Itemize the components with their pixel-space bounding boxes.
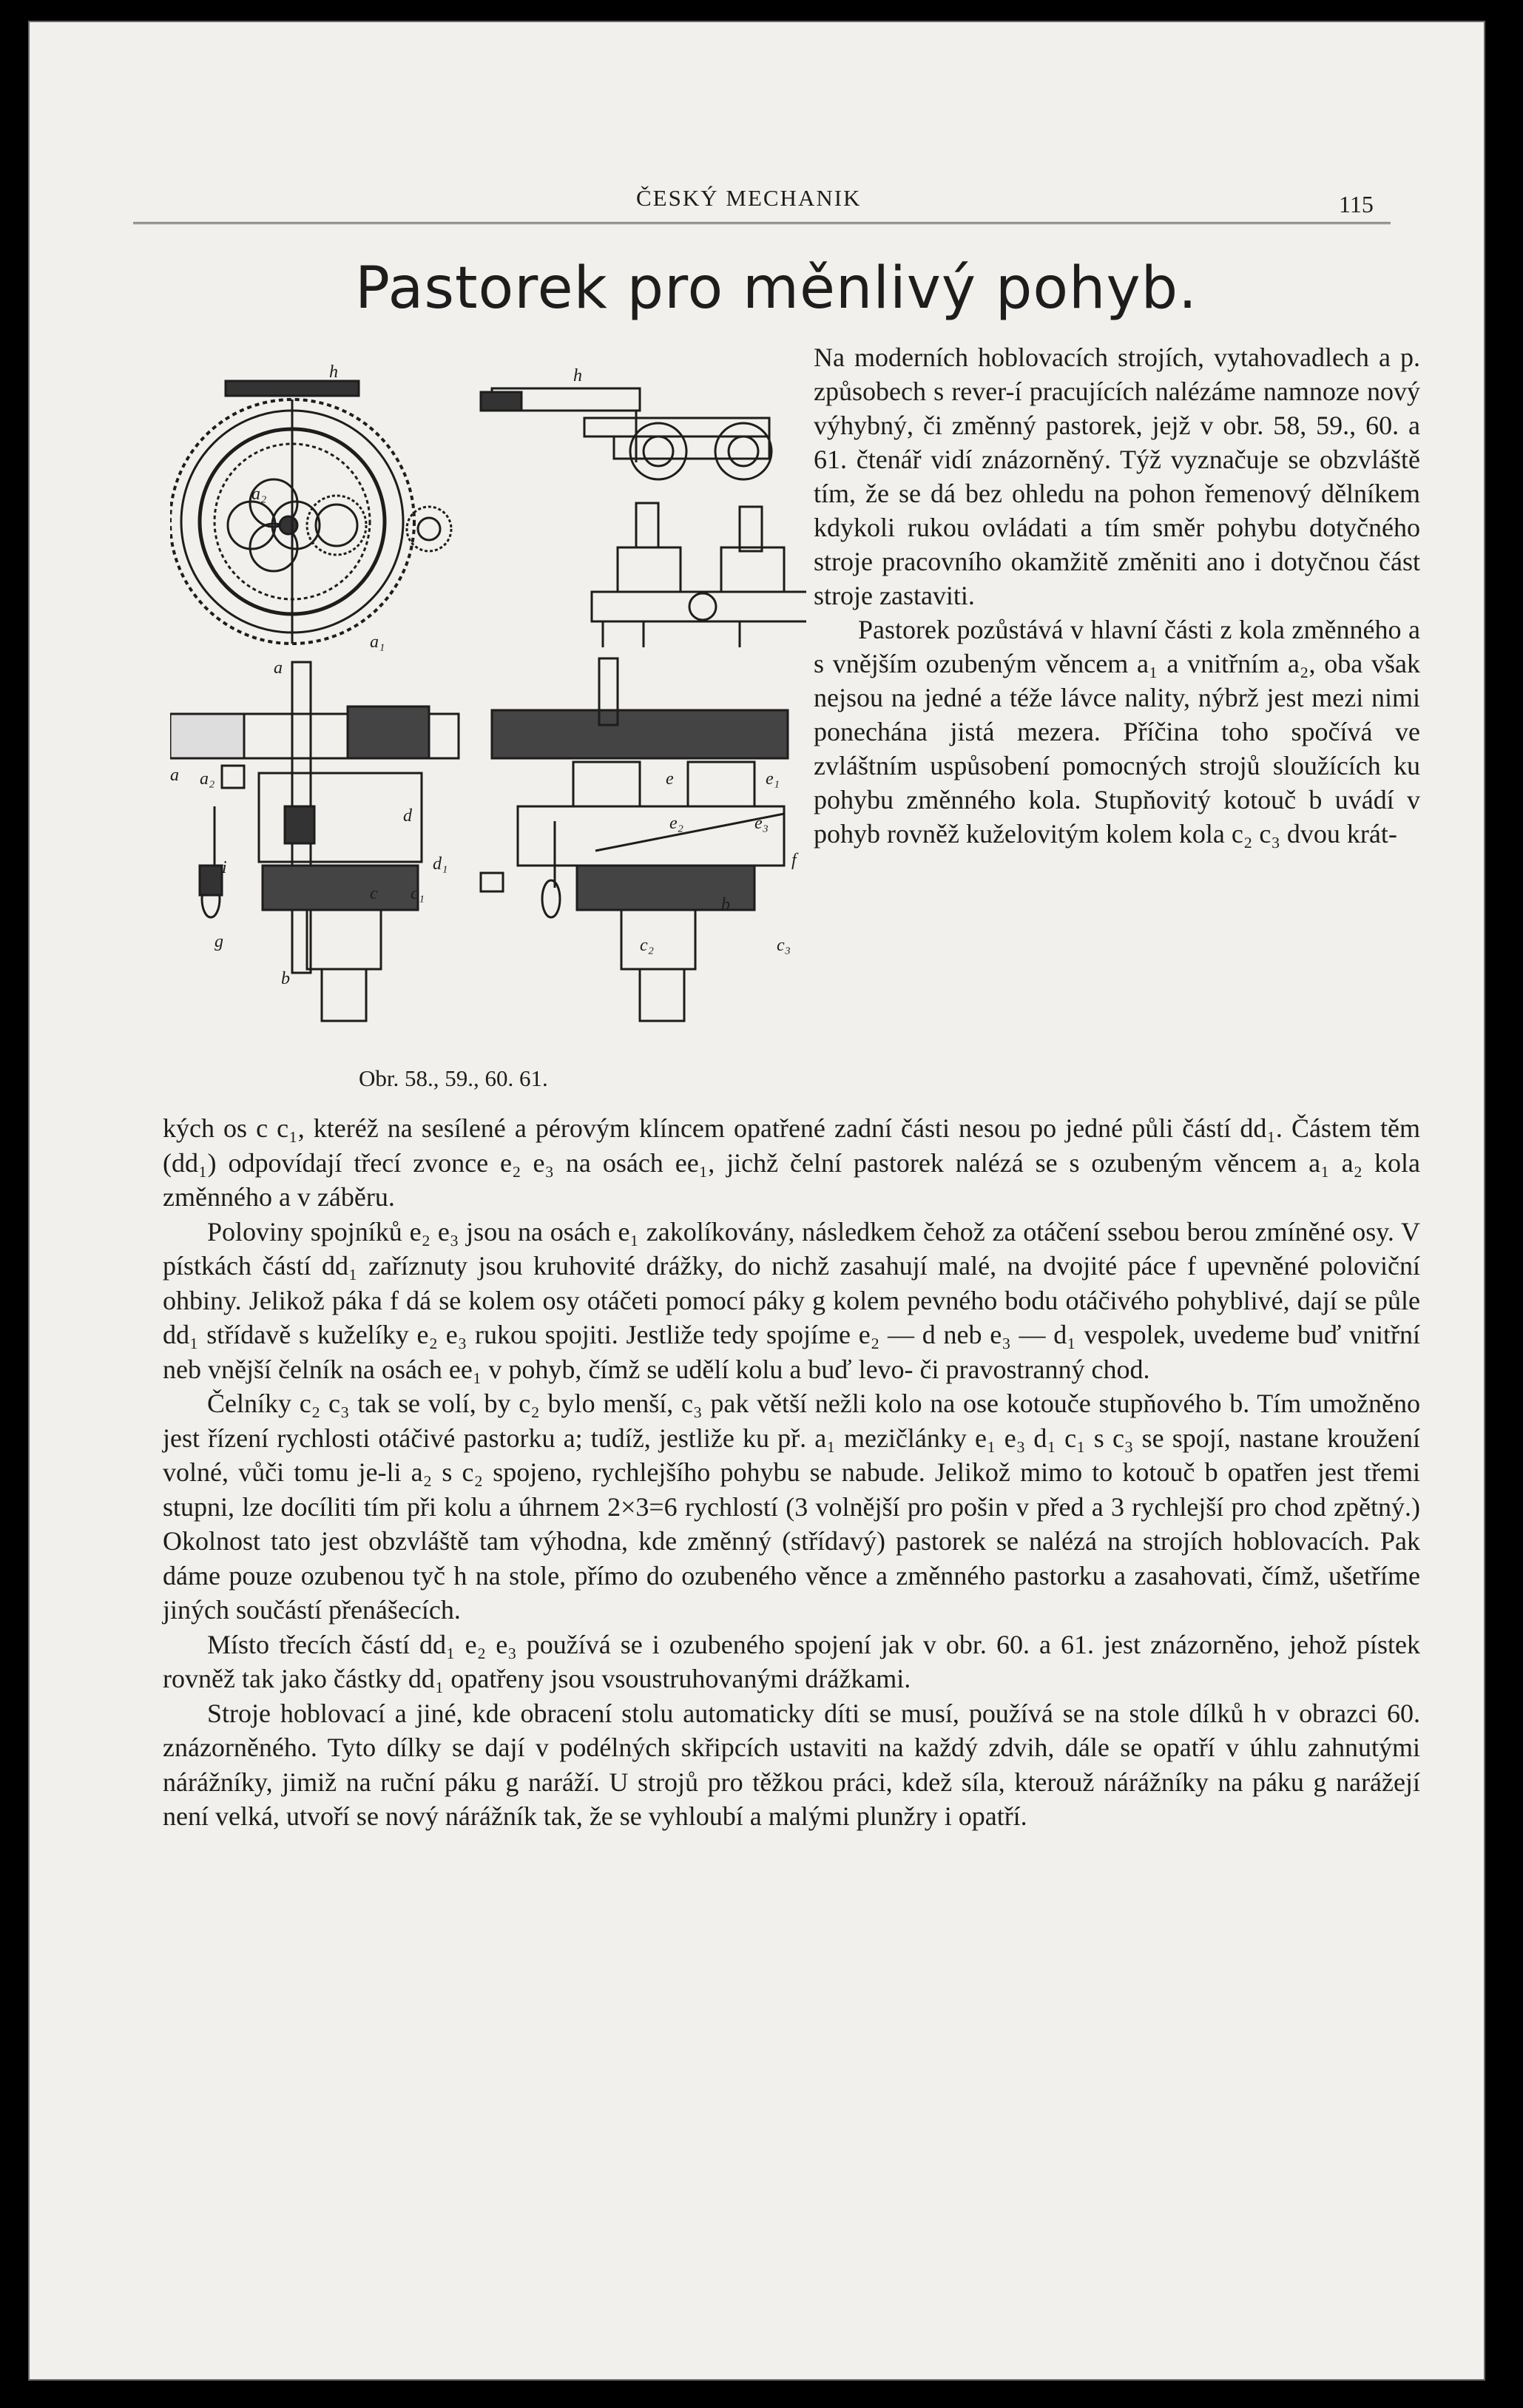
paragraph: Pastorek pozůstává v hlavní části z kola změnného a s vnějším ozubeným věncem a₁ a vnitřním a₂, oba však nejsou na jedné a téže lávce nality, nýbrž jest mezi nimi ponechána jistá mezera. Příčina toho spočívá ve zvláštním uspůsobení pomocných strojů sloužících ku pohybu změnného kola. Stupňovitý kotouč b uvádí v pohyb rovněž kuželovitým kolem kola c₂ c₃ dvou krát- xyxy=(814,615,1420,849)
column-text xyxy=(814,340,1420,851)
paragraph: Stroje hoblovací a jiné, kde obracení stolu automaticky díti se musí, používá se na stole dílků h v obrazci 60. znázorněného. Tyto dílky se dají v podélných skřipcích ustaviti na každý zdvih, dále se opatří v úhlu zahnutými nárážníky, jimiž na ruční páku g naráží. U strojů pro těžkou práci, kdež síla, kterouž nárážníky na páku g narážejí není velká, utvoří se nový nárážník tak, že se vyhloubí a malými plunžry i opatří. xyxy=(163,1698,1420,1831)
fig-label-h: h xyxy=(573,366,582,385)
fig-label-e: e xyxy=(666,769,674,789)
fig61-transmission xyxy=(481,658,788,1021)
fig-label-e3: e₃ xyxy=(754,814,769,833)
fig-label-a: a xyxy=(170,766,179,785)
fig-label-a1: a₁ xyxy=(370,633,385,652)
figure-caption: Obr. 58., 59., 60. 61. xyxy=(359,1065,548,1091)
body-text xyxy=(163,1111,1420,1834)
fig59-rack xyxy=(481,388,771,479)
fig58-gear xyxy=(170,381,451,644)
fig59-clutch xyxy=(592,503,806,647)
fig-label-a: a xyxy=(274,658,283,678)
fig-label-i: i xyxy=(222,858,227,877)
fig-label-b: b xyxy=(721,895,730,914)
fig-label-d: d xyxy=(403,806,412,826)
fig-label-b: b xyxy=(281,969,290,988)
fig-label-a2: a₂ xyxy=(200,769,215,789)
page xyxy=(28,21,1485,2381)
fig-label-g: g xyxy=(215,932,223,951)
paragraph: Poloviny spojníků e₂ e₃ jsou na osách e₁ zakolíkovány, následkem čehož za otáčení ssebou berou zmíněné osy. V pístkách částí dd₁ zaříznuty jsou kruhovité drážky, do nichž zasahují malé, na dvojité páce f upevněné poloviční ohbiny. Jelikož páka f dá se kolem osy otáčeti pomocí páky g kolem pevného bodu otáčivého pohyblivé, dají se půle dd₁ střídavě s kuželíky e₂ e₃ rukou spojiti. Jestliže tedy spojíme e₂ — d neb e₃ — d₁ vespolek, uvedeme buď vnitřní neb vnější čelník na osách ee₁ v pohyb, čímž se udělí kolu a buď levo- či pravostranný chod. xyxy=(163,1216,1420,1384)
fig-label-h: h xyxy=(329,362,338,382)
paragraph: Čelníky c₂ c₃ tak se volí, by c₂ bylo menší, c₃ pak větší nežli kolo na ose kotouče stupňového b. Tím umožněno jest řízení rychlosti otáčivé pastorku a; tudíž, jestliže ku př. a₁ mezičlánky e₁ e₃ d₁ c₁ s c₃ se spojí, nastane kroužení volné, vůči tomu je-li a₂ s c₂ spojeno, rychlejšího pohybu se nabude. Jelikož mimo to kotouč b opatřen jest třemi stupni, lze docíliti tím při kolu a úhrnem 2×3=6 rychlostí (3 volnější pro pošin v před a 3 rychlejší pro chod zpětný.) Okolnost tato jest obzvláště tam výhodna, kde změnný (střídavý) pastorek se nalézá na strojích hoblovacích. Pak dáme pouze ozubenou tyč h na stole, přímo do ozubeného věnce a změnného pastorku a zasahovati, čímž, ušetříme jiných součástí přenášecích. xyxy=(163,1389,1420,1625)
paragraph: Na moderních hoblovacích strojích, vytahovadlech a p. způsobech s rever-í pracujících nalézáme namnoze nový výhybný, či změnný pastorek, jejž v obr. 58, 59., 60. a 61. čtenář vidí znázorněný. Týž vyznačuje se obzvláště tím, že se dá bez ohledu na pohon řemenový dělníkem kdykoli rukou ovládati a tím směr pohybu dotyčného stroje pracovního okamžitě změniti ano i dotyčnou část stroje zastaviti. xyxy=(814,343,1420,610)
fig-label-d1: d₁ xyxy=(433,854,448,874)
paragraph: Místo třecích částí dd₁ e₂ e₃ používá se i ozubeného spojení jak v obr. 60. a 61. jest znázorněno, jehož pístek rovněž tak jako částky dd₁ opatřeny jsou vsoustruhovanými drážkami. xyxy=(163,1629,1420,1693)
paragraph: kých os c c₁, kteréž na sesílené a pérovým klíncem opatřené zadní části nesou po jedné půli částí dd₁. Částem těm (dd₁) odpovídají třecí zvonce e₂ e₃ na osách ee₁, jichž čelní pastorek nalézá se s ozubeným věncem a₁ a₂ kola změnného a v záběru. xyxy=(163,1113,1420,1212)
fig-label-e1: e₁ xyxy=(766,769,780,789)
page-number: 115 xyxy=(1339,191,1374,217)
fig-label-c1: c₁ xyxy=(411,884,425,903)
gear-illustration xyxy=(170,348,806,1058)
running-head: ČESKÝ MECHANIK xyxy=(636,185,862,211)
fig-label-a2: a₂ xyxy=(251,485,267,504)
fig-label-f: f xyxy=(791,851,797,870)
article-title: Pastorek pro měnlivý pohyb. xyxy=(355,255,1198,322)
header-rule xyxy=(133,222,1391,224)
fig-label-c: c xyxy=(370,884,378,903)
fig-label-c3: c₃ xyxy=(777,936,791,955)
fig60-transmission xyxy=(170,662,459,1021)
fig-label-e2: e₂ xyxy=(669,814,683,833)
fig-label-c2: c₂ xyxy=(640,936,654,955)
